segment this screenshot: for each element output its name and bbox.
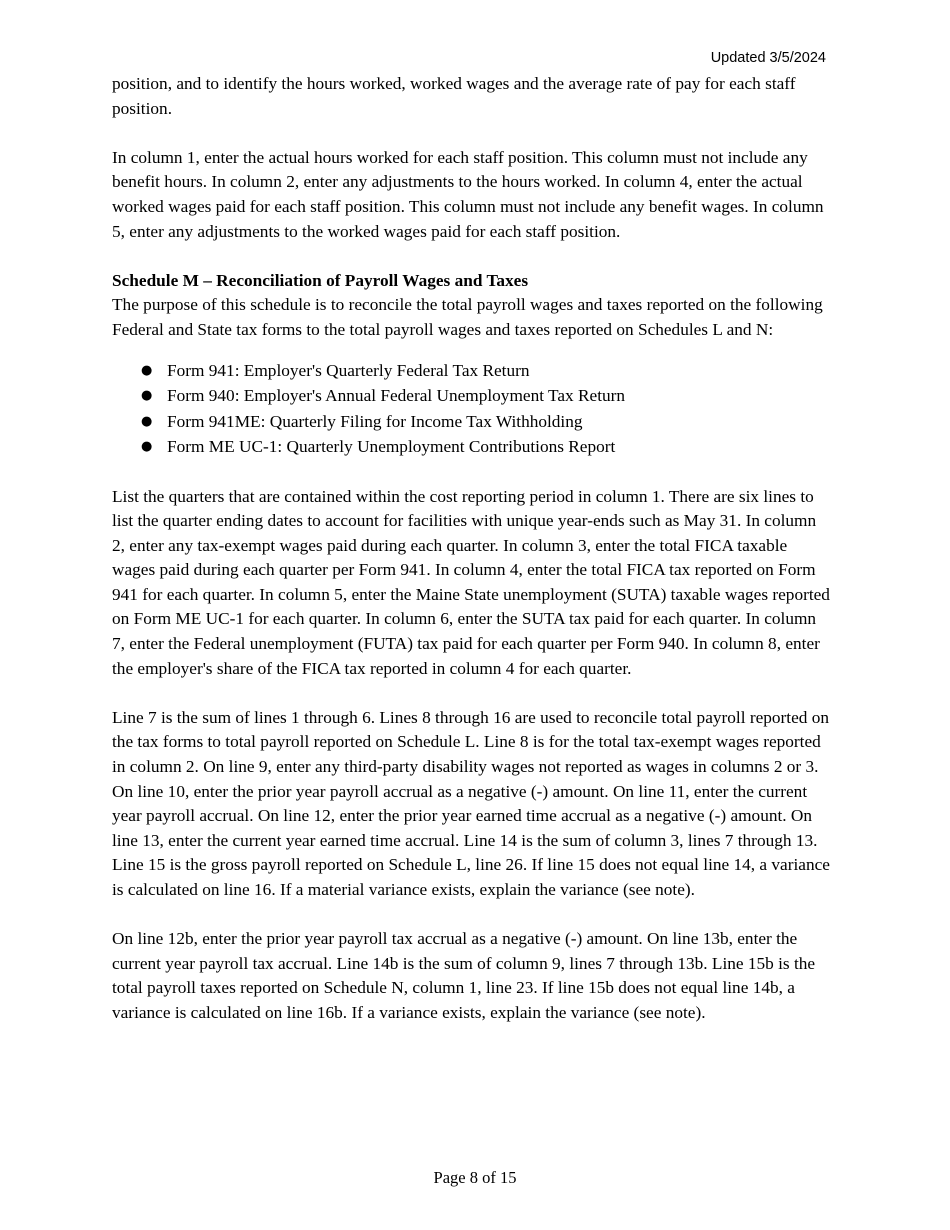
lines-paragraph: Line 7 is the sum of lines 1 through 6. Lines 8 through 16 are used to reconcile total payroll reported on the tax forms to total payroll reported on Schedule L. Line 8 is for the total tax-exempt wages reported in column 2. On line 9, enter any third-party disability wages not reported as wages in columns 2 or 3. On line 10, enter the prior year payroll accrual as a negative (-) amount. On line 11, enter the current year payroll accrual. On line 12, enter the prior year earned time accrual as a negative (-) amount. On line 13, enter the current year earned time accrual. Line 14 is the sum of column 3, lines 7 through 13. Line 15 is the gross payroll reported on Schedule L, line 26. If line 15 does not equal line 14, a variance is calculated on line 16. If a material variance exists, explain the variance (see note). <box>112 707 830 899</box>
form-item-label: Form 940: Employer's Annual Federal Unemployment Tax Return <box>167 386 626 406</box>
forms-list <box>112 359 832 460</box>
list-item <box>112 359 832 384</box>
form-item-label: Form ME UC-1: Quarterly Unemployment Contributions Report <box>167 437 616 457</box>
updated-date: Updated 3/5/2024 <box>710 50 826 66</box>
document-body <box>112 72 832 1026</box>
list-item <box>112 384 832 409</box>
list-item <box>112 435 832 460</box>
form-item-label: Form 941: Employer's Quarterly Federal Tax Return <box>167 360 530 380</box>
page-number: Page 8 of 15 <box>433 1168 517 1187</box>
bullet-icon: ● <box>141 413 153 429</box>
quarters-paragraph: List the quarters that are contained within the cost reporting period in column 1. There are six lines to list the quarter ending dates to account for facilities with unique year-ends such as May 31. In column 2, enter any tax-exempt wages paid during each quarter. In column 3, enter the total FICA taxable wages paid during each quarter per Form 941. In column 4, enter the total FICA tax reported on Form 941 for each quarter. In column 5, enter the Maine State unemployment (SUTA) taxable wages reported on Form ME UC-1 for each quarter. In column 6, enter the SUTA tax paid for each quarter. In column 7, enter the Federal unemployment (FUTA) tax paid for each quarter per Form 940. In column 8, enter the employer's share of the FICA tax reported in column 4 for each quarter. <box>112 486 830 678</box>
tax-accrual-paragraph: On line 12b, enter the prior year payroll tax accrual as a negative (-) amount. On line 13b, enter the current year payroll tax accrual. Line 14b is the sum of column 9, lines 7 through 13b. Line 15b is the total payroll taxes reported on Schedule N, column 1, line 23. If line 15b does not equal line 14b, a variance is calculated on line 16b. If a variance exists, explain the variance (see note). <box>112 929 816 1022</box>
schedule-m-purpose: The purpose of this schedule is to reconcile the total payroll wages and taxes reported on the following Federal and State tax forms to the total payroll wages and taxes reported on Schedules L and N: <box>112 295 823 339</box>
intro-tail-paragraph: position, and to identify the hours worked, worked wages and the average rate of pay for each staff position. <box>112 74 796 118</box>
list-item <box>112 410 832 435</box>
bullet-icon: ● <box>141 439 153 455</box>
form-item-label: Form 941ME: Quarterly Filing for Income Tax Withholding <box>167 411 583 431</box>
bullet-icon: ● <box>141 362 153 378</box>
schedule-m-heading: Schedule M – Reconciliation of Payroll Wages and Taxes <box>112 270 529 290</box>
columns-paragraph: In column 1, enter the actual hours worked for each staff position. This column must not include any benefit hours. In column 2, enter any adjustments to the hours worked. In column 4, enter the actual worked wages paid for each staff position. This column must not include any benefit wages. In column 5, enter any adjustments to the worked wages paid for each staff position. <box>112 147 824 241</box>
bullet-icon: ● <box>141 388 153 404</box>
